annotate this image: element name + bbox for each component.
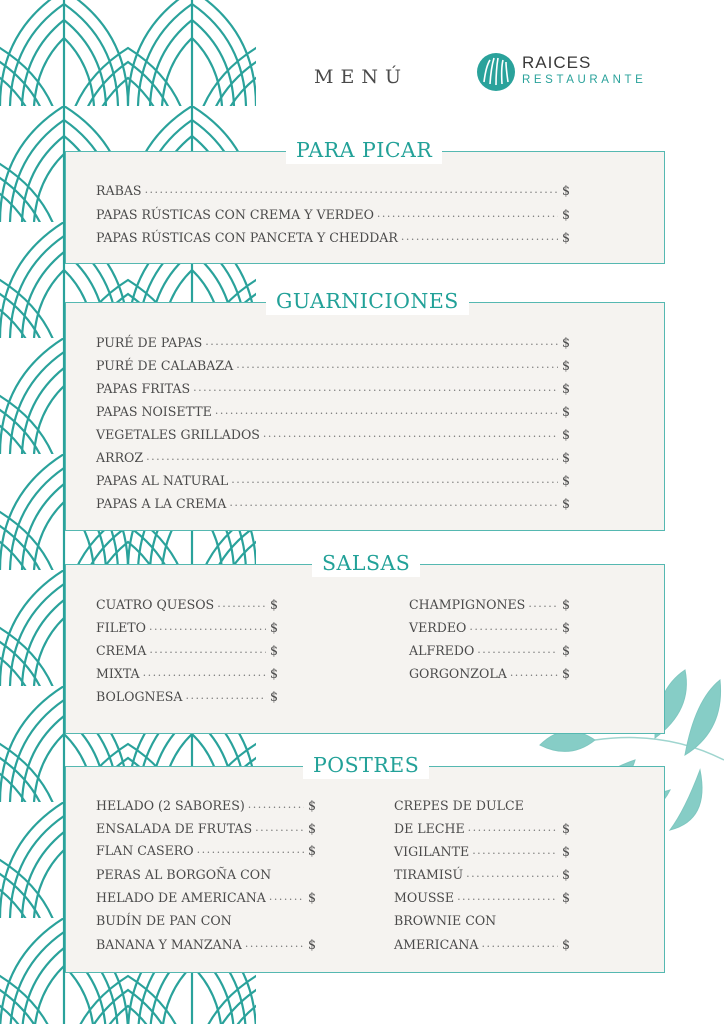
menu-item: PERAS AL BORGOÑA CON xyxy=(96,867,272,882)
menu-item: BANANA Y MANZANA ..... $ xyxy=(96,934,316,952)
menu-item: CREMA ..... $ xyxy=(96,640,278,658)
menu-item: AMERICANA ..... $ xyxy=(394,934,570,952)
section-title: SALSAS xyxy=(312,549,420,577)
menu-item: BOLOGNESA ..... $ xyxy=(96,686,278,704)
section-title: GUARNICIONES xyxy=(266,287,469,315)
menu-item: PAPAS A LA CREMA ..... $ xyxy=(96,493,570,511)
menu-item: DE LECHE ..... $ xyxy=(394,818,570,836)
menu-item: VEGETALES GRILLADOS ..... $ xyxy=(96,424,570,442)
menu-item: GORGONZOLA ..... $ xyxy=(409,663,570,681)
menu-item: TIRAMISÚ ..... $ xyxy=(394,864,570,882)
menu-title: MENÚ xyxy=(314,66,408,88)
menu-item: FLAN CASERO ..... $ xyxy=(96,840,316,858)
menu-item: ENSALADA DE FRUTAS ..... $ xyxy=(96,818,316,836)
menu-item: PAPAS RÚSTICAS CON PANCETA Y CHEDDAR ..... $ xyxy=(96,227,570,245)
menu-item: HELADO DE AMERICANA ..... $ xyxy=(96,887,316,905)
raices-logo-icon xyxy=(476,52,516,92)
menu-item: BUDÍN DE PAN CON xyxy=(96,913,232,928)
brand-name: RAICES xyxy=(522,53,592,72)
section-guarniciones xyxy=(65,289,665,531)
menu-item: CUATRO QUESOS ..... $ xyxy=(96,594,278,612)
menu-item: VIGILANTE ..... $ xyxy=(394,841,570,859)
menu-item: MIXTA ..... $ xyxy=(96,663,278,681)
brand-subtitle: RESTAURANTE xyxy=(522,74,647,86)
section-title: POSTRES xyxy=(303,751,429,779)
menu-item: CHAMPIGNONES ..... $ xyxy=(409,594,570,612)
menu-item: PURÉ DE PAPAS ..... $ xyxy=(96,332,570,350)
menu-item: MOUSSE ..... $ xyxy=(394,887,570,905)
menu-item: PAPAS RÚSTICAS CON CREMA Y VERDEO ..... $ xyxy=(96,204,570,222)
menu-item: VERDEO ..... $ xyxy=(409,617,570,635)
menu-item: RABAS ..... $ xyxy=(96,180,570,198)
section-para-picar xyxy=(65,138,665,264)
menu-item: PAPAS FRITAS ..... $ xyxy=(96,378,570,396)
menu-item: BROWNIE CON xyxy=(394,913,497,928)
section-salsas xyxy=(65,551,665,734)
menu-item: PAPAS AL NATURAL ..... $ xyxy=(96,470,570,488)
menu-item: PAPAS NOISETTE ..... $ xyxy=(96,401,570,419)
menu-item: CREPES DE DULCE xyxy=(394,798,524,813)
section-title: PARA PICAR xyxy=(286,136,442,164)
menu-item: PURÉ DE CALABAZA ..... $ xyxy=(96,355,570,373)
menu-item: HELADO (2 SABORES) ..... $ xyxy=(96,795,316,813)
menu-item: ARROZ ..... $ xyxy=(96,447,570,465)
brand-logo xyxy=(476,52,676,96)
section-postres xyxy=(65,753,665,973)
menu-item: ALFREDO ..... $ xyxy=(409,640,570,658)
menu-item: FILETO ..... $ xyxy=(96,617,278,635)
